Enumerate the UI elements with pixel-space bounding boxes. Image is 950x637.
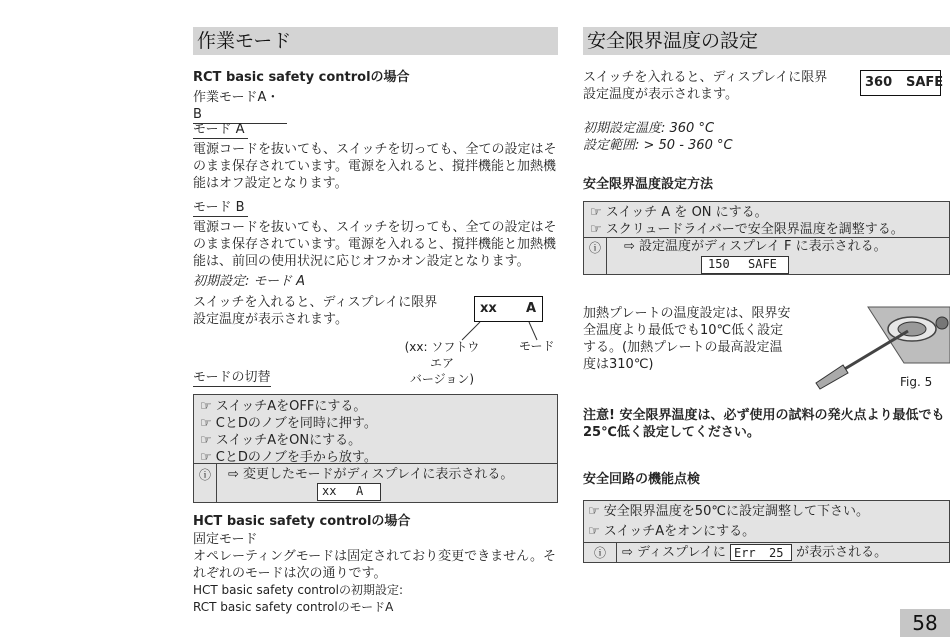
method-display: 150 SAFE	[701, 256, 789, 274]
display-caption-mode: モード	[519, 339, 555, 353]
hct-note-1: HCT basic safety controlの初期設定:	[193, 583, 403, 597]
mode-b-label: モード B	[193, 199, 248, 217]
page-number: 58	[900, 609, 950, 637]
hct-title: HCT basic safety controlの場合	[193, 514, 411, 529]
pointing-hand-icon: ☞	[588, 524, 600, 539]
display-version: xx	[480, 301, 497, 316]
pointing-hand-icon: ☞	[588, 504, 600, 519]
pointing-hand-icon: ☞	[200, 450, 212, 465]
step-item: ☞ スイッチAをオンにする。	[588, 524, 756, 539]
check-display: Err 25	[730, 544, 792, 561]
info-icon: ⓘ	[584, 542, 617, 562]
setting-range: 設定範囲: > 50 - 360 °C	[583, 138, 733, 153]
hct-text: オペレーティングモードは固定されており変更できません。そ れぞれのモードは次の通りです。	[193, 549, 556, 581]
check-steps-box	[583, 500, 950, 563]
display-mode: A	[526, 301, 537, 316]
mode-switch-steps-box	[193, 394, 558, 503]
plate-temp-text: 加熱プレートの温度設定は、限界安 全温度より最低でも10℃低く設定 する。(加熱プレートの最高設定温 度は310℃)	[583, 306, 791, 372]
right-section-heading: 安全限界温度の設定	[583, 27, 950, 55]
result-text: ⇨ 変更したモードがディスプレイに表示される。	[228, 467, 514, 482]
step-item: ☞ CとDのノブを同時に押す。	[200, 416, 377, 431]
step-item: ☞ スイッチAをONにする。	[200, 433, 362, 448]
step-item: ☞ 安全限界温度を50℃に設定調整して下さい。	[588, 504, 869, 519]
check-result-text: ⇨ ディスプレイに Err 25 が表示される。	[622, 545, 888, 560]
pointing-hand-icon: ☞	[200, 416, 212, 431]
initial-temp: 初期設定温度: 360 °C	[583, 121, 715, 136]
arrow-right-icon: ⇨	[622, 545, 633, 560]
mode-a-text: 電源コードを抜いても、スイッチを切っても、全ての設定はそ のまま保存されています。電源を入れると、撹拌機能と加熱機 能はオフ設定となります。	[193, 142, 557, 191]
rct-title: RCT basic safety controlの場合	[193, 70, 410, 85]
figure-label: Fig. 5	[900, 375, 933, 389]
mode-b-text: 電源コードを抜いても、スイッチを切っても、全ての設定はそ のまま保存されています。電源を入れると、撹拌機能と加熱機 能は、前回の使用状況に応じオフかオン設定となります。	[193, 220, 557, 269]
fixed-mode-label: 固定モード	[193, 532, 258, 547]
rct-subtitle: 作業モードA・B	[193, 89, 287, 124]
result-display: xx A	[317, 483, 381, 501]
switch-on-text: スイッチを入れると、ディスプレイに限界 設定温度が表示されます。	[193, 295, 438, 327]
step-item: ☞ CとDのノブを手から放す。	[200, 450, 377, 465]
safe-intro-text: スイッチを入れると、ディスプレイに限界 設定温度が表示されます。	[583, 70, 828, 102]
mode-switch-label: モードの切替	[193, 370, 271, 385]
mode-a-label: モード A	[193, 121, 248, 139]
left-section-heading: 作業モード	[193, 27, 558, 55]
check-title: 安全回路の機能点検	[583, 472, 701, 487]
warning-text: 注意! 安全限界温度は、必ず使用の試料の発火点より最低でも 25℃低く設定してください。	[583, 408, 945, 440]
pointing-hand-icon: ☞	[590, 205, 602, 220]
arrow-right-icon: ⇨	[624, 239, 635, 254]
method-steps-box	[583, 201, 950, 275]
step-item: ☞ スクリュードライバーで安全限界温度を調整する。	[590, 222, 904, 237]
step-item: ☞ スイッチAをOFFにする。	[200, 399, 367, 414]
step-item: ☞ スイッチ A を ON にする。	[590, 205, 768, 220]
arrow-right-icon: ⇨	[228, 467, 239, 482]
pointing-hand-icon: ☞	[590, 222, 602, 237]
safe-display: 360 SAFE	[860, 70, 941, 96]
method-title: 安全限界温度設定方法	[583, 177, 714, 192]
info-icon: ⓘ	[194, 463, 217, 502]
display-caption-version: (xx: ソフトウエア バージョン)	[404, 340, 480, 386]
hct-note-2: RCT basic safety controlのモードA	[193, 600, 394, 614]
pointing-hand-icon: ☞	[200, 433, 212, 448]
method-result-text: ⇨ 設定温度がディスプレイ F に表示される。	[624, 239, 887, 254]
info-icon: ⓘ	[584, 237, 607, 274]
pointing-hand-icon: ☞	[200, 399, 212, 414]
initial-setting: 初期設定: モード A	[193, 274, 306, 289]
